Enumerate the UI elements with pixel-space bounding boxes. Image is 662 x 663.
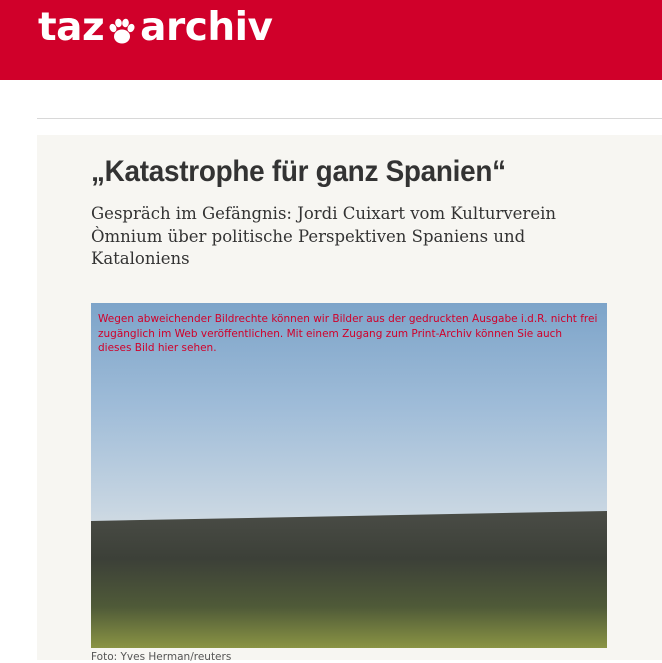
header-divider (37, 118, 662, 119)
image-caption: Foto: Yves Herman/reuters (91, 651, 232, 663)
logo-text-archiv: archiv (140, 5, 273, 50)
taz-archiv-logo[interactable] (38, 6, 272, 50)
paw-icon (107, 13, 137, 43)
article-subtitle: Gespräch im Gefängnis: Jordi Cuixart vom Kulturverein Òmnium über politische Perspektiven Spaniens und Kataloniens (91, 204, 556, 268)
logo-text-taz: taz (38, 5, 105, 50)
site-header (0, 0, 662, 80)
image-rights-notice: Wegen abweichender Bildrechte können wir Bilder aus der gedruckten Ausgabe i.d.R. nicht frei zugänglich im Web veröffentlichen. Mit einem Zugang zum Print-Archiv können Sie auch dieses Bild hier sehen. (98, 313, 598, 354)
article-container (37, 135, 662, 663)
article-image-placeholder (91, 303, 607, 648)
article-title: „Katastrophe für ganz Spanien“ (91, 155, 506, 188)
